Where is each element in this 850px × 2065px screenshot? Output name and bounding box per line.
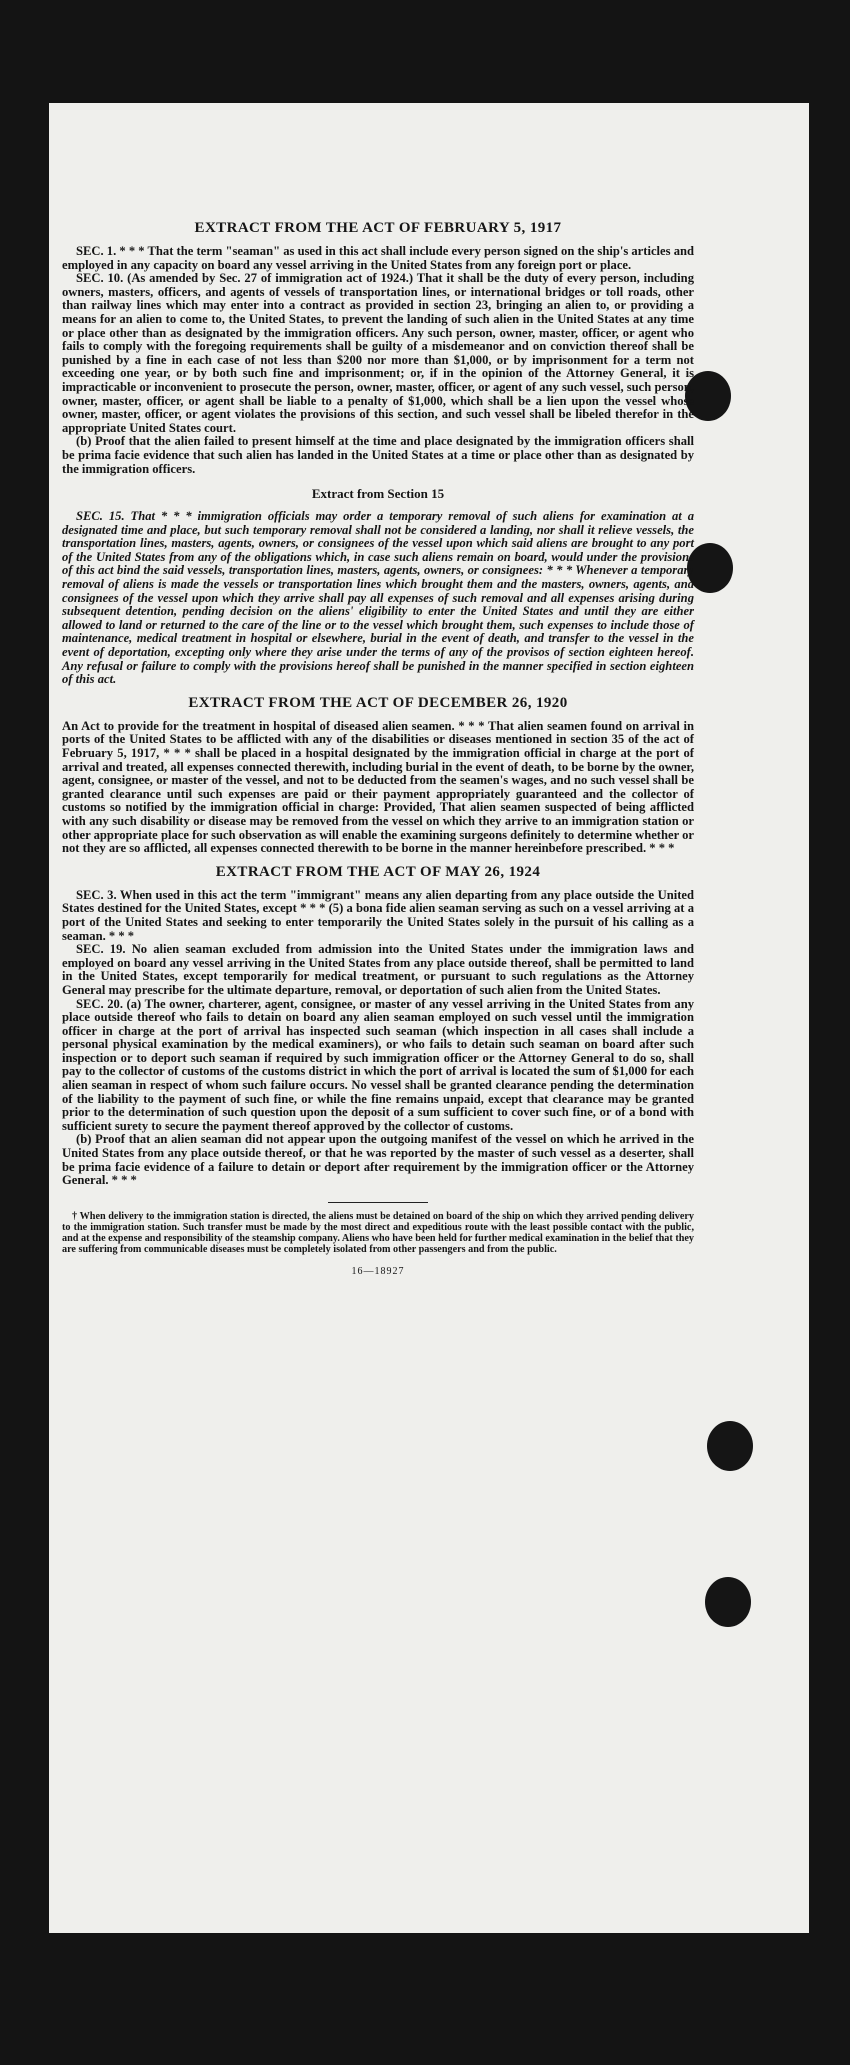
paragraph: An Act to provide for the treatment in hospital of diseased alien seamen. * * * That alien seamen found on arrival in ports of the United States to be afflicted with any of the disabilities or diseases mentioned in section 35 of the act of February 5, 1917, * * * shall be placed in a hospital designated by the immigration official in charge at the port of arrival and treated, all expenses connected therewith, including burial in the event of death, to be borne by the owner, agent, consignee, or master of the vessel, and not to be deducted from the seamen's wages, and no such vessel shall be granted clearance until such expenses are paid or their payment appropriately guaranteed and the collector of customs so notified by the immigration official in charge: Provided, That alien seamen suspected of being afflicted with any such disability or disease may be removed from the vessel on which they arrive to an immigration station or other appropriate place for such observation as will enable the examining surgeons definitely to determine whether or not they are so afflicted, all expenses connected therewith to be borne in the manner hereinbefore prescribed. * * * [62,718,694,856]
section-subheading: Extract from Section 15 [311,486,445,502]
paragraph: SEC. 15. That * * * immigration officials may order a temporary removal of such aliens for examination at a designated time and place, but such temporary removal shall not be considered a landing, nor shall it relieve vessels, the transportation lines, masters, agents, owners, or consignees of the vessel upon which said aliens are brought to any port of the United States from any of the obligations which, in case such aliens remain on board, would under the provisions of this act bind the said vessels, transportation lines, masters, agents, owners, or consignees: * * * Whenever a temporary removal of aliens is made the vessels or transportation lines which brought them and the masters, owners, agents, and consignees of the vessel upon which they arrive shall pay all expenses of such removal and all expenses arising during subsequent detention, pending decision on the aliens' eligibility to enter the United States and until they are either allowed to land or returned to the care of the line or to the vessel which brought them, such expenses to include those of maintenance, medical treatment in hospital or elsewhere, burial in the event of death, and transfer to the vessel in the event of deportation, excepting only where they arise under the terms of any of the provisos of section eighteen hereof. Any refusal or failure to comply with the provisions hereof shall be punished in the manner specified in section eighteen of this act. [62,509,694,687]
punch-hole [705,1577,751,1627]
section-heading: EXTRACT FROM THE ACT OF DECEMBER 26, 1920 [188,694,568,711]
paragraph: SEC. 19. No alien seaman excluded from admission into the United States under the immigration laws and employed on board any vessel arriving in the United States from any place outside thereof, shall be permitted to land in the United States, except temporarily for medical treatment, or pursuant to such regulations as the Attorney General may prescribe for the ultimate departure, removal, or deportation of such alien from the United States. [62,942,694,997]
section-act-1924 [62,864,694,1188]
footnote: † When delivery to the immigration station is directed, the aliens must be detained on board of the ship on which they arrived pending delivery to the immigration station. Such transfer must be made by the most direct and expeditious route with the least possible contact with the public, and at the expense and responsibility of the steamship company. Aliens who have been held for further medical examination in the belief that they are suffering from communicable diseases must be completely isolated from other passengers and from the public. [62,1210,694,1256]
paragraph: SEC. 1. * * * That the term "seaman" as used in this act shall include every person signed on the ship's articles and employed in any capacity on board any vessel arriving in the United States from any foreign port or place. [62,244,694,272]
paragraph: (b) Proof that the alien failed to present himself at the time and place designated by the immigration officers shall be prima facie evidence that such alien has landed in the United States at a time or place other than as designated by the immigration officers. [62,434,694,476]
page-number: 16—18927 [351,1265,405,1277]
paragraph: (b) Proof that an alien seaman did not appear upon the outgoing manifest of the vessel on which he arrived in the United States from any place outside thereof, or that he was reported by the master of such vessel as a deserter, shall be prima facie evidence of a failure to detain or deport after requirement by the immigration officer or the Attorney General. * * * [62,1132,694,1188]
section-act-1917 [62,220,694,476]
paragraph: SEC. 20. (a) The owner, charterer, agent, consignee, or master of any vessel arriving in the United States from any place outside thereof who fails to detain on board any alien seaman employed on such vessel until the immigration officer in charge at the port of arrival has inspected such seaman (which inspection in all cases shall include a personal physical examination by the medical examiners), or who fails to detain such seaman on board after such inspection or to deport such seaman if required by such immigration officer or the Attorney General to do so, shall pay to the collector of customs of the customs district in which the port of arrival is located the sum of $1,000 for each alien seaman in respect of whom such failure occurs. No vessel shall be granted clearance pending the determination of the liability to the payment of such fine, or while the fine remains unpaid, except that clearance may be granted prior to the determination of such question upon the deposit of a sum sufficient to cover such fine, or of a bond with sufficient surety to secure the payment thereof approved by the collector of customs. [62,996,694,1133]
paragraph: SEC. 10. (As amended by Sec. 27 of immigration act of 1924.) That it shall be the duty of every person, including owners, masters, officers, and agents of vessels of transportation lines, or international bridges or toll roads, other than railway lines which may enter into a contract as provided in section 23, bringing an alien to, or providing a means for an alien to come to, the United States, to prevent the landing of such alien in the United States at any time or place other than as designated by the immigration officers. Any such person, owner, master, officer, or agent who fails to comply with the foregoing requirements shall be guilty of a misdemeanor and on conviction thereof shall be punished by a fine in each case of not less than $200 nor more than $1,000, or by imprisonment for a term not exceeding one year, or by both such fine and imprisonment; or, if in the opinion of the Attorney General, it is impracticable or inconvenient to prosecute the person, owner, master, officer, or agent of any such vessel, such person, owner, master, officer, or agent shall be liable to a penalty of $1,000, which shall be a lien upon the vessel whose owner, master, officer, or agent violates the provisions of this section, and such vessel shall be libeled therefor in the appropriate United States court. [62,271,694,435]
document-body [62,220,694,1277]
section-heading: EXTRACT FROM THE ACT OF MAY 26, 1924 [215,863,541,880]
paragraph: SEC. 3. When used in this act the term "immigrant" means any alien departing from any place outside the United States destined for the United States, except * * * (5) a bona fide alien seaman serving as such on a vessel arriving at a port of the United States and seeking to enter temporarily the United States solely in the pursuit of his calling as a seaman. * * * [62,887,694,943]
punch-hole [707,1421,753,1471]
footnote-divider [328,1202,428,1203]
section-act-1920 [62,695,694,856]
section-heading: EXTRACT FROM THE ACT OF FEBRUARY 5, 1917 [194,220,562,236]
section-extract-15 [62,486,694,687]
